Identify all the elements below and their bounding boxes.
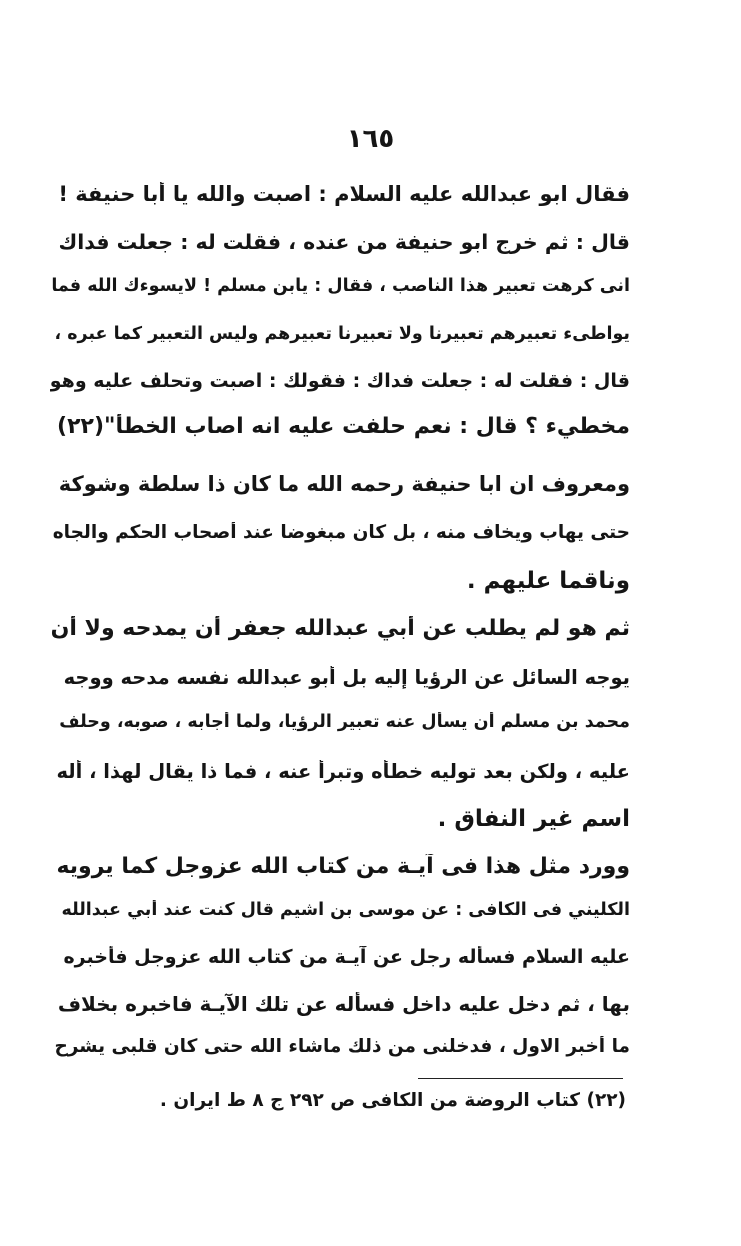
text-line-10: ثم هو لم يطلب عن أبي عبدالله جعفر أن يمدحه ولا أن — [50, 616, 630, 641]
text-line-3: انى كرهت تعبير هذا الناصب ، فقال : يابن مسلم ! لايسوءك الله فما — [51, 276, 630, 296]
text-line-18: بها ، ثم دخل عليه داخل فسأله عن تلك الآيـة فاخبره بخلاف — [57, 992, 630, 1016]
text-line-1: فقال ابو عبدالله عليه السلام : اصبت والله يا أبا حنيفة ! — [58, 182, 630, 206]
text-line-4: يواطىء تعبيرهم تعبيرنا ولا تعبيرنا تعبيرهم وليس التعبير كما عبره ، — [54, 324, 630, 344]
footnote-divider — [418, 1078, 623, 1079]
footnote: (٢٢) كتاب الروضة من الكافى ص ٢٩٢ ج ٨ ط ايران . — [159, 1090, 626, 1111]
text-line-7: ومعروف ان ابا حنيفة رحمه الله ما كان ذا سلطة وشوكة — [58, 472, 630, 496]
text-line-5: قال : فقلت له : جعلت فداك : فقولك : اصبت وتحلف عليه وهو — [50, 370, 630, 392]
text-line-12: محمد بن مسلم أن يسأل عنه تعبير الرؤيا، ولما أجابه ، صوبه، وحلف — [59, 712, 630, 732]
page-number: ١٦٥ — [346, 124, 395, 154]
text-line-16: الكليني فى الكافى : عن موسى بن اشيم قال كنت عند أبي عبدالله — [61, 900, 630, 920]
text-line-14: اسم غير النفاق . — [437, 806, 630, 832]
text-line-8: حتى يهاب ويخاف منه ، بل كان مبغوضا عند أصحاب الحكم والجاه — [52, 522, 630, 543]
text-line-13: عليه ، ولكن بعد توليه خطأه وتبرأ عنه ، فما ذا يقال لهذا ، أله — [56, 760, 630, 783]
text-line-9: وناقما عليهم . — [466, 568, 630, 594]
text-line-11: يوجه السائل عن الرؤيا إليه بل أبو عبدالله نفسه مدحه ووجه — [63, 666, 630, 689]
text-line-2: قال : ثم خرج ابو حنيفة من عنده ، فقلت له : جعلت فداك — [58, 230, 630, 254]
text-line-17: عليه السلام فسأله رجل عن آيـة من كتاب الله عزوجل فأخبره — [63, 946, 630, 968]
text-line-19: ما أخبر الاول ، فدخلنى من ذلك ماشاء الله حتى كان قلبى يشرح — [54, 1036, 630, 1057]
text-line-15: وورد مثل هذا فى آيـة من كتاب الله عزوجل كما يرويه — [56, 854, 630, 879]
text-line-6: مخطيء ؟ قال : نعم حلفت عليه انه اصاب الخطأ"(٢٢) — [57, 414, 630, 439]
